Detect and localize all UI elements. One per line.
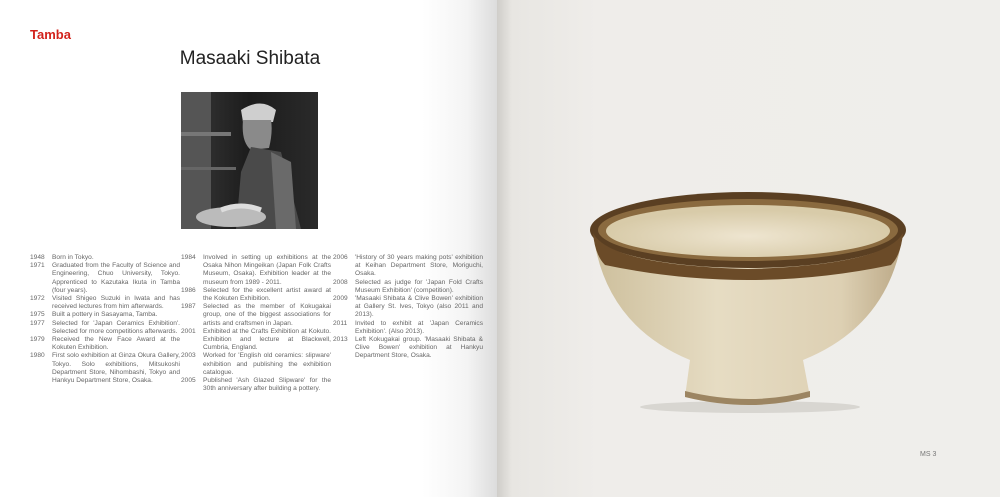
page-number: MS 3 <box>920 451 937 458</box>
ceramic-bowl-photo <box>585 185 910 415</box>
bio-entry <box>333 279 483 295</box>
bio-year: 1980 <box>30 352 45 360</box>
bio-text: Selected for 'Japan Ceramics Exhibition'. Selected for more competitions afterwards. <box>52 319 180 335</box>
bio-year: 2013 <box>333 336 348 344</box>
bio-text: First solo exhibition at Ginza Okura Gallery, Tokyo. Solo exhibitions, Mitsukoshi Department Store, Nihombashi, Tokyo and Hankyu Department Store, Osaka. <box>52 352 180 385</box>
bio-text: 'History of 30 years making pots' exhibition at Keihan Department Store, Moriguchi, Osaka. <box>355 254 483 278</box>
bio-entry <box>333 320 483 336</box>
bio-text: Born in Tokyo. <box>52 254 94 261</box>
bio-text: Worked for 'English old ceramics: slipware' exhibition and publishing the exhibition catalogue. <box>203 352 331 376</box>
bio-text: Selected for the excellent artist award at the Kokuten Exhibition. <box>203 286 331 303</box>
biography-column-3 <box>333 254 483 361</box>
bio-year: 2003 <box>181 352 196 360</box>
bio-year: 1984 <box>181 254 196 261</box>
bio-entry <box>181 254 331 287</box>
bio-text: Involved in setting up exhibitions at the Osaka Nihon Mingeikan (Japan Folk Crafts Museum, Osaka). Exhibition leader at the museum from 1989 - 2011. <box>203 254 331 286</box>
bio-text: Selected as judge for 'Japan Fold Crafts Museum Exhibition' (competition). <box>355 278 483 294</box>
bio-text: Selected as the member of Kokugakai group, one of the biggest associations for artists and craftsmen in Japan. <box>203 303 331 327</box>
bio-year: 2006 <box>333 254 348 261</box>
bio-entry <box>30 262 180 295</box>
bio-entry <box>181 352 331 377</box>
bio-entry <box>181 328 331 353</box>
bio-entry <box>30 254 180 262</box>
bio-entry <box>181 303 331 328</box>
bio-year: 2008 <box>333 278 348 286</box>
bio-year: 2009 <box>333 295 348 303</box>
bio-entry <box>181 287 331 303</box>
bio-year: 1972 <box>30 295 45 303</box>
section-label: Tamba <box>30 27 71 42</box>
bio-year: 1948 <box>30 254 45 261</box>
bio-entry <box>333 254 483 279</box>
bio-entry <box>30 352 180 385</box>
bio-text: Received the New Face Award at the Kokuten Exhibition. <box>52 336 180 352</box>
bio-entry <box>30 311 180 319</box>
bio-year: 2005 <box>181 377 196 385</box>
bio-text: Invited to exhibit at 'Japan Ceramics Exhibition'. (Also 2013). <box>355 319 483 335</box>
bio-year: 1987 <box>181 303 196 311</box>
bio-entry <box>30 336 180 352</box>
biography-column-2 <box>181 254 331 393</box>
bio-year: 1977 <box>30 319 45 327</box>
bio-entry <box>30 295 180 311</box>
bio-text: Exhibited at the Crafts Exhibition at Kokuto. Exhibition and lecture at Blackwell, Cumbria, England. <box>203 327 331 352</box>
bio-text: Visited Shigeo Suzuki in Iwata and has received lectures from him afterwards. <box>52 295 180 311</box>
bio-year: 2011 <box>333 319 348 327</box>
bio-text: Graduated from the Faculty of Science and Engineering, Chuo University, Tokyo. Apprenticed to Kazutaka Ikuta in Tamba (four years). <box>52 262 180 294</box>
bio-year: 2001 <box>181 327 196 335</box>
bio-year: 1971 <box>30 262 45 270</box>
bio-year: 1979 <box>30 336 45 344</box>
bio-year: 1986 <box>181 286 196 294</box>
page-title: Masaaki Shibata <box>179 48 321 69</box>
bio-entry <box>333 336 483 361</box>
artist-portrait-photo <box>181 92 318 229</box>
bio-entry <box>181 377 331 393</box>
bio-text: Left Kokugakai group. 'Masaaki Shibata & Clive Bowen' exhibition at Hankyu Department Store, Osaka. <box>355 336 483 360</box>
left-page <box>0 0 497 497</box>
bio-year: 1975 <box>30 311 45 319</box>
bio-text: Built a pottery in Sasayama, Tamba. <box>52 311 158 319</box>
bio-text: 'Masaaki Shibata & Clive Bowen' exhibition at Gallery St. Ives, Tokyo (also 2011 and 2013). <box>355 295 483 319</box>
biography-column-1 <box>30 254 180 385</box>
bio-entry <box>333 295 483 320</box>
bio-entry <box>30 320 180 336</box>
bio-text: Published 'Ash Glazed Slipware' for the 30th anniversary after building a pottery. <box>203 377 331 393</box>
